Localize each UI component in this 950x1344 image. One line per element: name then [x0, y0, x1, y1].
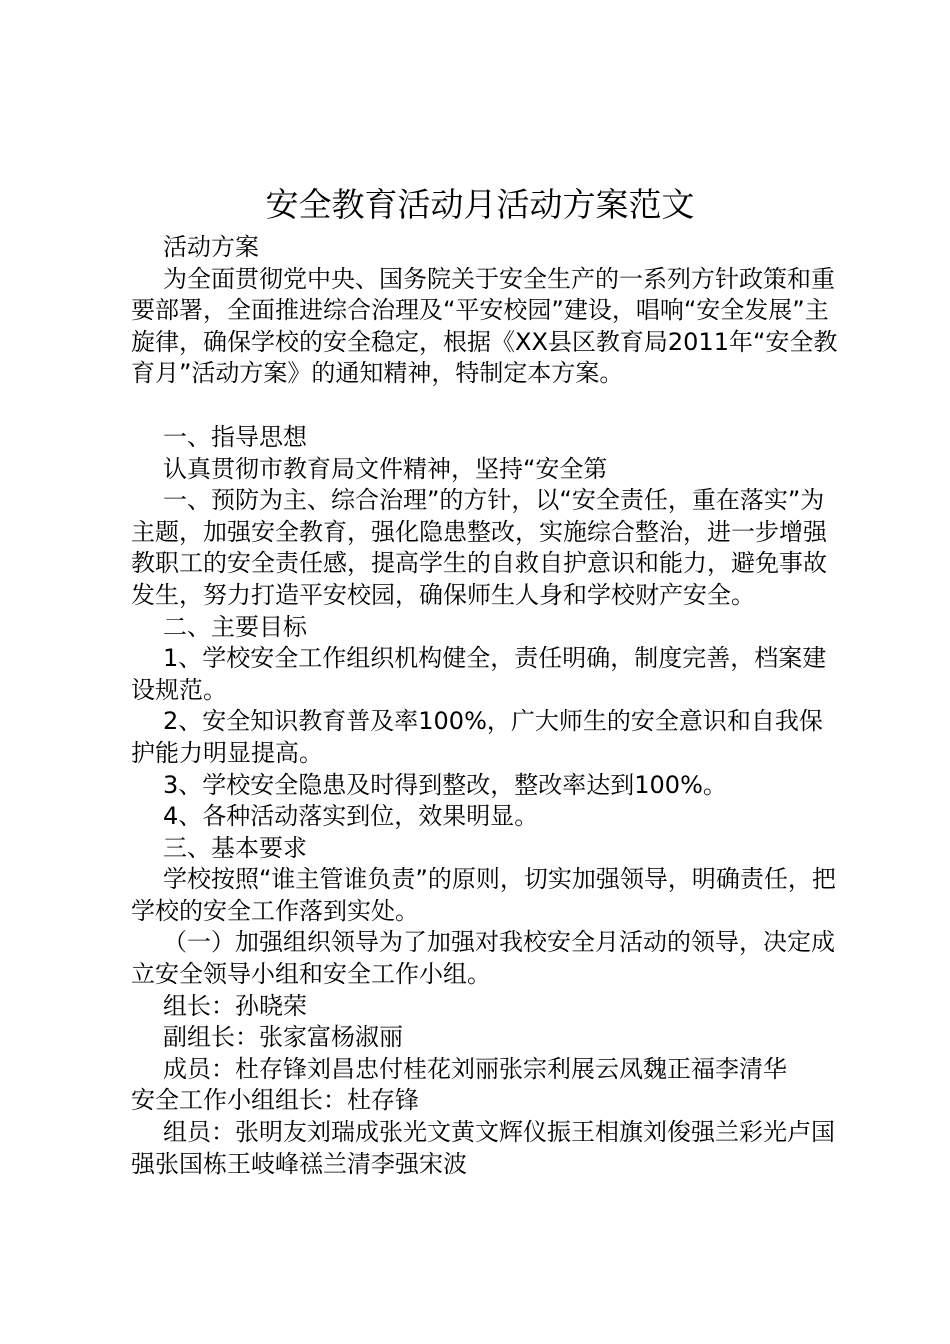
team-deputy-leader: 副组长：张家富杨淑丽 [163, 1023, 403, 1052]
paragraph-guiding-ideology-1: 认真贯彻市教育局文件精神，坚持“安全第 [163, 454, 608, 483]
paragraph-activity-plan-heading: 活动方案 [163, 233, 259, 261]
work-group-leader: 安全工作小组组长：杜存锋 [131, 1086, 419, 1115]
paragraph-organization-leadership: （一）加强组织领导为了加强对我校安全月活动的领导，决定成立安全领导小组和安全工作小组。 [131, 928, 835, 989]
goal-item-4: 4、各种活动落实到位，效果明显。 [163, 802, 539, 831]
paragraph-guiding-ideology-2: 一、预防为主、综合治理”的方针，以“安全责任，重在落实”为主题，加强安全教育，强化隐患整改，实施综合整治，进一步增强教职工的安全责任感，提高学生的自救自护意识和能力，避免事故发生，努力打造平安校园，确保师生人身和学校财产安全。 [131, 486, 827, 609]
work-group-members: 组员：张明友刘瑞成张光文黄文辉仪振王相旗刘俊强兰彩光卢国强张国栋王岐峰禚兰清李强宋波 [131, 1118, 835, 1178]
document-title: 安全教育活动月活动方案范文 [265, 185, 695, 224]
team-members: 成员：杜存锋刘昌忠付桂花刘丽张宗利展云凤魏正福李清华 [163, 1054, 787, 1083]
section-heading-basic-requirements: 三、基本要求 [163, 833, 307, 862]
team-leader: 组长：孙晓荣 [163, 991, 307, 1020]
goal-item-3: 3、学校安全隐患及时得到整改，整改率达到100%。 [163, 770, 727, 799]
section-heading-guiding-ideology: 一、指导思想 [163, 422, 307, 451]
goal-item-1: 1、学校安全工作组织机构健全，责任明确，制度完善，档案建设规范。 [131, 644, 827, 704]
section-heading-main-goals: 二、主要目标 [163, 612, 307, 641]
document-body [131, 232, 843, 1180]
paragraph-intro: 为全面贯彻党中央、国务院关于安全生产的一系列方针政策和重要部署，全面推进综合治理及“平安校园”建设，唱响“安全发展”主旋律，确保学校的安全稳定，根据《XX县区教育局2011年“安全教育月”活动方案》的通知精神，特制定本方案。 [131, 264, 838, 388]
goal-item-2: 2、安全知识教育普及率100%，广大师生的安全意识和自我保护能力明显提高。 [131, 707, 823, 767]
paragraph-basic-requirements: 学校按照“谁主管谁负责”的原则，切实加强领导，明确责任，把学校的安全工作落到实处。 [131, 865, 836, 925]
